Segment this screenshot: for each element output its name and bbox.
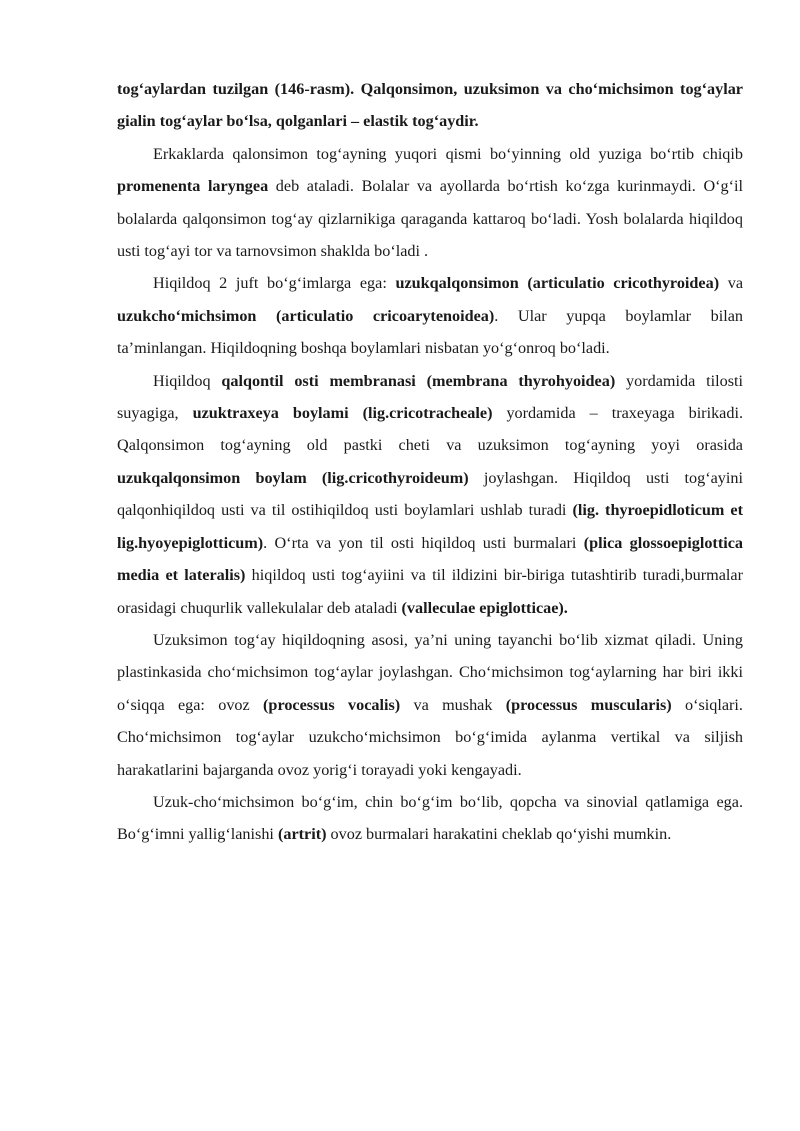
text-run: Erkaklarda qalonsimon tog‘ayning yuqori qismi bo‘yinning old yuziga bo‘rtib chiqib xyxy=(153,144,743,163)
text-run: va xyxy=(719,274,744,293)
paragraph xyxy=(117,267,743,364)
paragraph xyxy=(117,73,743,138)
paragraph xyxy=(117,138,743,268)
paragraph xyxy=(117,365,743,624)
text-run: Uzuksimon tog‘ay hiqildoqning asosi, ya’ni uning tayanchi bo‘lib xizmat qiladi. Uning plastinkasida cho‘michsimon tog‘aylar joylashgan. Cho‘michsimon tog‘aylarning har biri ikki o‘siqqa ega: ovoz xyxy=(117,630,743,714)
text-run: . O‘rta va yon til osti hiqildoq usti burmalari xyxy=(263,533,584,552)
text-run: . Ular yupqa boylamlar bilan ta’minlangan. Hiqildoqning boshqa boylamlari nisbatan yo‘g‘onroq bo‘ladi. xyxy=(117,306,743,358)
paragraph xyxy=(117,786,743,851)
text-run: o‘siqlari. Cho‘michsimon tog‘aylar uzukcho‘michsimon bo‘g‘imida aylanma vertikal va siljish harakatlarini bajarganda ovoz yorig‘i torayadi yoki kengayadi. xyxy=(117,695,743,779)
text-run: Hiqildoq xyxy=(153,371,222,390)
text-run: ovoz burmalari harakatini cheklab qo‘yishi mumkin. xyxy=(326,825,672,844)
bold-term: qalqontil osti membranasi (membrana thyrohyoidea) xyxy=(221,371,616,390)
text-run: Uzuk-cho‘michsimon bo‘g‘im, chin bo‘g‘im bo‘lib, qopcha va sinovial qatlamiga ega. Bo‘g‘imni yallig‘lanishi xyxy=(117,792,743,844)
text-run: yordamida – traxeyaga birikadi. Qalqonsimon tog‘ayning old pastki cheti va uzuksimon tog‘ayning yoyi orasida xyxy=(117,404,743,455)
text-run: hiqildoq usti tog‘ayiini va til ildizini bir-biriga tutashtirib turadi,burmalar orasidagi chuqurlik vallekulalar deb ataladi xyxy=(117,566,744,617)
text-run: yordamida tilosti suyagiga, xyxy=(117,371,744,423)
text-run: deb ataladi. Bolalar va ayollarda bo‘rtish ko‘zga kurinmaydi. O‘g‘il bolalarda qalqonsimon tog‘ay qizlarnikiga qaraganda kattaroq bo‘ladi. Yosh bolalarda hiqildoq usti tog‘ayi tor va tarnovsimon shaklda bo‘ladi . xyxy=(117,177,743,261)
paragraph xyxy=(117,624,743,786)
bold-term: (valleculae epiglotticae). xyxy=(401,598,568,617)
document-page xyxy=(117,73,743,851)
bold-term: uzukqalqonsimon (articulatio cricothyroidea) xyxy=(395,274,720,293)
bold-term: (processus vocalis) xyxy=(263,695,401,714)
text-run: joylashgan. Hiqildoq usti tog‘ayini qalqonhiqildoq usti va til ostihiqildoq usti boylamlari ushlab turadi xyxy=(117,468,743,520)
text-run: Hiqildoq 2 juft bo‘g‘imlarga ega: xyxy=(153,274,396,293)
text-run: va mushak xyxy=(400,695,506,714)
bold-term: uzukqalqonsimon boylam (lig.cricothyroideum) xyxy=(117,468,469,487)
bold-term: uzuktraxeya boylami (lig.cricotracheale) xyxy=(192,404,493,423)
bold-term: (lig. thyroepidloticum et lig.hyoyepiglotticum) xyxy=(117,501,743,552)
bold-term: promenenta laryngea xyxy=(117,177,269,196)
bold-term: (plica glossoepiglottica media et lateralis) xyxy=(117,533,743,585)
bold-term: (processus muscularis) xyxy=(505,695,672,714)
bold-term: uzukcho‘michsimon (articulatio cricoarytenoidea) xyxy=(117,306,495,325)
bold-term: tog‘aylardan tuzilgan (146-rasm). Qalqonsimon, uzuksimon va cho‘michsimon tog‘aylar gialin tog‘aylar bo‘lsa, qolganlari – elastik tog‘aydir. xyxy=(117,80,743,131)
bold-term: (artrit) xyxy=(277,825,327,844)
